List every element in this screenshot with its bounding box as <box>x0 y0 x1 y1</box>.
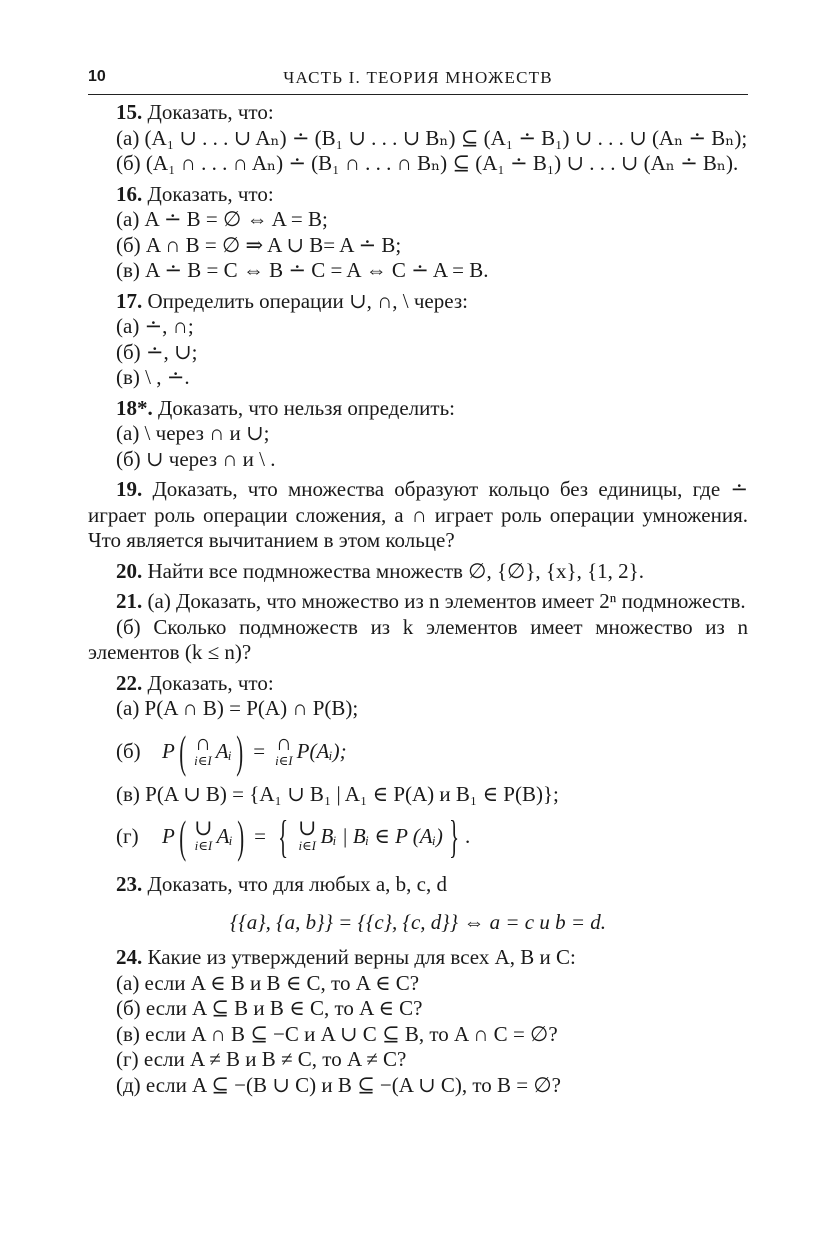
equals-sign: = <box>254 824 266 849</box>
problem-text: Найти все подмножества множеств ∅, {∅}, {x}, {1, 2}. <box>142 558 644 583</box>
problem-18 <box>88 396 748 473</box>
big-intersection <box>194 729 212 770</box>
problem-number: 16. <box>116 181 143 206</box>
right-paren-icon: ) <box>236 811 244 862</box>
problem-number: 19. <box>116 477 143 501</box>
problem-title: Доказать, что: <box>142 100 274 124</box>
left-brace-icon: { <box>277 811 288 862</box>
problem-title: Какие из утверждений верны для всех A, B и C: <box>142 945 576 969</box>
problem-item: (а) A ∸ B = ∅ ⇔ A = B; <box>116 207 328 231</box>
problem-number: 24. <box>116 945 143 969</box>
problem-item: (б) A ∩ B = ∅ ⇒ A ∪ B= A ∸ B; <box>116 232 402 257</box>
union-operator: ∪ <box>298 815 317 840</box>
problem-item: (д) если A ⊆ −(B ∪ C) и B ⊆ −(A ∪ C), то B = ∅? <box>116 1072 561 1097</box>
formula-term: P(Aᵢ); <box>296 738 347 763</box>
problem-item: (б) ∪ через ∩ и \ . <box>116 446 276 471</box>
problem-item: (в) A ∸ B = C ⇔ B ∸ C = A ⇔ C ∸ A = B. <box>116 258 489 282</box>
problem-title: Определить операции ∪, ∩, \ через: <box>142 288 468 313</box>
problem-23 <box>88 872 748 935</box>
index-subscript: i∈I <box>275 752 293 768</box>
index-subscript: i∈I <box>298 838 317 853</box>
index-subscript: i∈I <box>194 752 212 768</box>
problem-number: 22. <box>116 670 143 695</box>
problem-text-a: (а) Доказать, что множество из n элементов имеет 2ⁿ подмножеств. <box>142 589 746 613</box>
problem-item: (б) если A ⊆ B и B ∈ C, то A ∈ C? <box>116 996 423 1020</box>
formula-term: Aᵢ <box>216 824 233 849</box>
intersection-operator: ∩ <box>195 729 211 755</box>
problem-number: 20. <box>116 558 143 583</box>
power-set-symbol: P <box>162 738 175 763</box>
problem-item: (б) ∸, ∪; <box>116 339 198 364</box>
problem-number: 18*. <box>116 395 153 420</box>
problem-item: (в) P(A ∪ B) = {A₁ ∪ B₁ | A₁ ∈ P(A) и B₁ ∈ P(B)}; <box>116 781 559 806</box>
problem-item: (в) если A ∩ B ⊆ −C и A ∪ C ⊆ B, то A ∩ C = ∅? <box>116 1021 558 1046</box>
problem-22 <box>88 671 748 868</box>
problem-item: (в) \ , ∸. <box>116 365 190 389</box>
intersection-operator: ∩ <box>275 729 292 755</box>
left-paren-icon: ( <box>179 725 186 777</box>
formula-b <box>88 722 748 782</box>
item-label: (г) <box>116 824 139 849</box>
problem-24 <box>88 945 748 1098</box>
problem-title: Доказать, что: <box>142 181 274 206</box>
equals-sign: = <box>253 738 266 763</box>
problem-16 <box>88 182 748 284</box>
problem-item: (а) \ через ∩ и ∪; <box>116 421 270 445</box>
problem-number: 15. <box>116 100 143 124</box>
problem-17 <box>88 289 748 391</box>
problem-number: 23. <box>116 872 143 896</box>
big-union-right <box>298 815 317 855</box>
item-label: (б) <box>116 738 141 763</box>
problem-item: (а) ∸, ∩; <box>116 314 194 338</box>
problem-text: Доказать, что множества образуют кольцо без единицы, где ∸ играет роль операции сложения, а ∩ играет роль операции умножения. Что является вычитанием в этом кольце? <box>88 477 748 552</box>
problem-item: (б) (A₁ ∩ . . . ∩ Aₙ) ∸ (B₁ ∩ . . . ∩ Bₙ) ⊆ (A₁ ∸ B₁) ∪ . . . ∪ (Aₙ ∸ Bₙ). <box>116 151 739 175</box>
running-header <box>88 64 748 95</box>
problem-text-b: (б) Сколько подмножеств из k элементов имеет множество из n элементов (k ≤ n)? <box>88 614 748 664</box>
formula-d <box>88 807 748 867</box>
right-brace-icon: } <box>448 811 459 862</box>
problem-title: Доказать, что: <box>142 670 274 695</box>
right-paren-icon: ) <box>236 725 244 777</box>
display-formula: {{a}, {a, b}} = {{c}, {c, d}} ⇔ a = c и b = d. <box>229 909 606 934</box>
problem-item: (г) если A ≠ B и B ≠ C, то A ≠ C? <box>116 1047 407 1071</box>
left-paren-icon: ( <box>179 811 186 862</box>
big-union <box>194 815 213 855</box>
problem-title: Доказать, что нельзя определить: <box>152 395 455 420</box>
formula-term: Aᵢ <box>215 738 232 763</box>
big-intersection-right <box>275 729 293 770</box>
index-subscript: i∈I <box>194 838 213 853</box>
problem-15 <box>88 100 748 177</box>
problem-item: (а) если A ∈ B и B ∈ C, то A ∈ C? <box>116 970 420 995</box>
problem-21 <box>88 589 748 666</box>
power-set-symbol: P <box>162 824 175 849</box>
problem-item: (а) P(A ∩ B) = P(A) ∩ P(B); <box>116 696 359 720</box>
problem-19 <box>88 477 748 554</box>
problem-number: 17. <box>116 288 143 313</box>
union-operator: ∪ <box>194 815 213 840</box>
formula-term: Bᵢ | Bᵢ ∈ P (Aᵢ) <box>320 824 443 849</box>
formula-end: . <box>465 824 471 849</box>
problem-item: (а) (A₁ ∪ . . . ∪ Aₙ) ∸ (B₁ ∪ . . . ∪ Bₙ) ⊆ (A₁ ∸ B₁) ∪ . . . ∪ (Aₙ ∸ Bₙ); <box>116 125 748 150</box>
running-title: ЧАСТЬ I. ТЕОРИЯ МНОЖЕСТВ <box>283 68 553 87</box>
problem-20 <box>88 559 748 585</box>
page-number: 10 <box>88 68 106 85</box>
problem-number: 21. <box>116 589 143 613</box>
problem-title: Доказать, что для любых a, b, c, d <box>142 872 447 896</box>
page-body <box>88 100 748 1103</box>
